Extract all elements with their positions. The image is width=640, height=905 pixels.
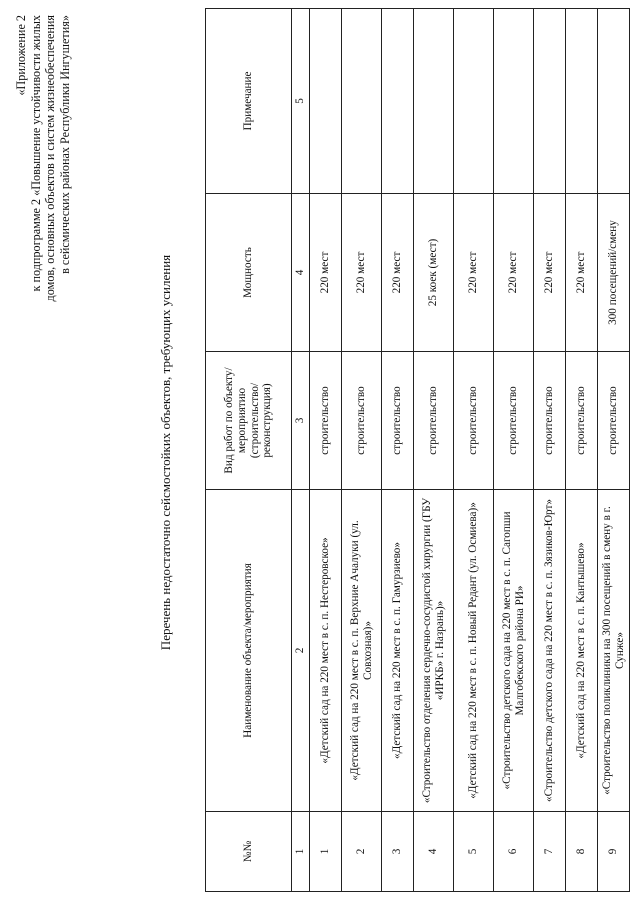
row-work-type: строительство: [598, 352, 630, 490]
header-capacity: Мощность: [206, 194, 292, 352]
row-number: 9: [598, 812, 630, 892]
row-note: [342, 9, 382, 194]
column-number: 1: [292, 812, 310, 892]
row-capacity: 220 мест: [534, 194, 566, 352]
row-note: [414, 9, 454, 194]
column-number: 3: [292, 352, 310, 490]
row-capacity: 300 посещений/смену: [598, 194, 630, 352]
row-note: [598, 9, 630, 194]
row-name: «Строительство детского сада на 220 мест в с. п. Зязиков-Юрт»: [534, 490, 566, 812]
row-capacity: 220 мест: [454, 194, 494, 352]
row-capacity: 220 мест: [382, 194, 414, 352]
annex-line: к подпрограмме 2 «Повышение устойчивости жилых: [28, 15, 43, 292]
header-number: №№: [206, 812, 292, 892]
annex-line: в сейсмических районах Республики Ингушетия»: [57, 15, 72, 274]
table-row: [494, 9, 534, 892]
row-number: 8: [566, 812, 598, 892]
document-title: Перечень недостаточно сейсмостойких объектов, требующих усиления: [158, 254, 173, 651]
row-name: «Строительство поликлиники на 300 посещений в смену в г. Сунже»: [598, 490, 630, 812]
table-row: [310, 9, 342, 892]
header-work-type: Вид работ по объекту/ мероприятию (строительство/ реконструкция): [206, 352, 292, 490]
row-number: 4: [414, 812, 454, 892]
row-number: 5: [454, 812, 494, 892]
row-work-type: строительство: [534, 352, 566, 490]
row-capacity: 220 мест: [566, 194, 598, 352]
row-note: [494, 9, 534, 194]
row-work-type: строительство: [310, 352, 342, 490]
row-name: «Детский сад на 220 мест в с. п. Верхние Ачалуки (ул. Совхозная)»: [342, 490, 382, 812]
table-column-numbers-row: [292, 9, 310, 892]
table-row: [342, 9, 382, 892]
row-capacity: 25 коек (мест): [414, 194, 454, 352]
row-note: [382, 9, 414, 194]
column-number: 2: [292, 490, 310, 812]
row-note: [566, 9, 598, 194]
header-note: Примечание: [206, 9, 292, 194]
column-number: 4: [292, 194, 310, 352]
annex-line: домов, основных объектов и систем жизнеобеспечения: [43, 15, 58, 302]
column-number: 5: [292, 9, 310, 194]
header-name: Наименование объекта/мероприятия: [206, 490, 292, 812]
row-capacity: 220 мест: [494, 194, 534, 352]
row-name: «Детский сад на 220 мест в с. п. Кантышево»: [566, 490, 598, 812]
row-number: 1: [310, 812, 342, 892]
row-name: «Детский сад на 220 мест в с. п. Новый Редант (ул. Осмиева)»: [454, 490, 494, 812]
row-number: 7: [534, 812, 566, 892]
row-capacity: 220 мест: [342, 194, 382, 352]
row-work-type: строительство: [382, 352, 414, 490]
row-note: [310, 9, 342, 194]
objects-table: [205, 8, 630, 892]
row-number: 3: [382, 812, 414, 892]
row-work-type: строительство: [566, 352, 598, 490]
row-name: «Детский сад на 220 мест в с. п. Нестеровское»: [310, 490, 342, 812]
row-name: «Детский сад на 220 мест в с. п. Гамурзиево»: [382, 490, 414, 812]
annex-header: [14, 15, 72, 405]
table-row: [382, 9, 414, 892]
row-number: 2: [342, 812, 382, 892]
row-work-type: строительство: [454, 352, 494, 490]
row-note: [534, 9, 566, 194]
table-row: [534, 9, 566, 892]
row-number: 6: [494, 812, 534, 892]
row-capacity: 220 мест: [310, 194, 342, 352]
table-row: [598, 9, 630, 892]
row-note: [454, 9, 494, 194]
table-row: [414, 9, 454, 892]
annex-line: «Приложение 2: [14, 15, 28, 96]
table-row: [454, 9, 494, 892]
row-work-type: строительство: [494, 352, 534, 490]
row-name: «Строительство детского сада на 220 мест в с. п. Сагопши Малгобекского района РИ»: [494, 490, 534, 812]
row-work-type: строительство: [414, 352, 454, 490]
table-header-row: [206, 9, 292, 892]
row-work-type: строительство: [342, 352, 382, 490]
row-name: «Строительство отделения сердечно-сосудистой хирургии (ГБУ «ИРКБ» г. Назрань)»: [414, 490, 454, 812]
table-row: [566, 9, 598, 892]
